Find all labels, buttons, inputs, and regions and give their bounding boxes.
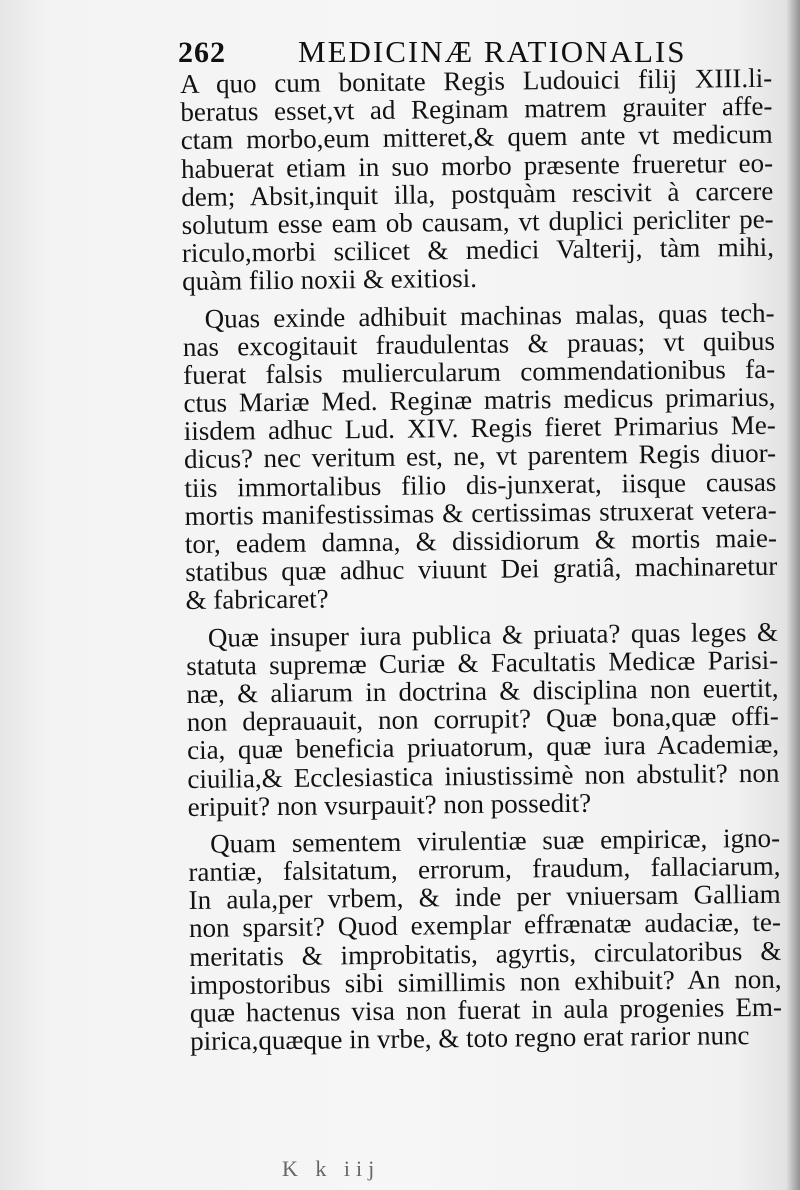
text-line: næ, & aliarum in doctrina & disciplina non euertit, [186, 672, 779, 709]
text-line: dem; Absit,inquit illa, postquàm rescivit à carcere [181, 175, 774, 212]
text-line: statuta supremæ Curiæ & Facultatis Medicæ Parisi- [186, 644, 779, 681]
text-line: ctus Mariæ Med. Reginæ matris medicus primarius, [183, 381, 776, 419]
paragraph [188, 824, 782, 1056]
text-line: quæ hactenus visa non fuerat in aula progenies Em- [189, 991, 782, 1028]
text-line: beratus esset,vt ad Reginam matrem grauiter affe- [180, 90, 773, 128]
text-line: Quas exinde adhibuit machinas malas, quas tech- [204, 297, 775, 334]
text-line: pirica,quæque in vrbe, & toto regno erat rarior nunc [190, 1020, 750, 1057]
paragraph [182, 298, 777, 614]
text-line: impostoribus sibi simillimis non exhibuit? An non, [189, 963, 782, 1000]
paragraph [180, 64, 774, 296]
text-line: In aula,per vrbem, & inde per vniuersam Galliam [188, 879, 781, 916]
text-line: A quo cum bonitate Regis Ludouici filij XIII.li- [179, 62, 773, 99]
text-line: non deprauauit, non corrupit? Quæ bona,quæ offi- [186, 700, 779, 738]
text-line: iisdem adhuc Lud. XIV. Regis fieret Primarius Me- [183, 410, 776, 447]
body-text [180, 64, 782, 1056]
text-line: rantiæ, falsitatum, errorum, fraudum, fallaciarum, [188, 850, 781, 888]
text-line: quàm filio noxii & exitiosi. [182, 263, 478, 297]
text-line: cia, quæ beneficia priuatorum, quæ iura Academiæ, [186, 729, 780, 766]
running-title: MEDICINÆ RATIONALIS [298, 34, 687, 69]
paragraph [186, 617, 780, 821]
text-line: ctam morbo,eum mitteret,& quem ante vt medicum [180, 119, 773, 156]
text-line: nas excogitauit fraudulentas & prauas; vt quibus [182, 325, 776, 362]
text-line: dicus? nec veritum est, ne, vt parentem Regis diuor- [183, 438, 777, 475]
text-line: habuerat etiam in suo morbo præsente frueretur eo- [180, 147, 774, 184]
text-line: ciuilia,& Ecclesiastica iniustissimè non abstulit? non [187, 757, 780, 794]
text-line: statibus quæ adhuc viuunt Dei gratiâ, machinaretur [185, 550, 778, 588]
binding-shadow [786, 0, 800, 1190]
text-line: fuerat falsis muliercularum commendationibus fa- [183, 353, 776, 390]
text-line: tor, eadem damna, & dissidiorum & mortis maie- [184, 522, 778, 559]
text-line: mortis manifestissimas & certissimas struxerat vetera- [184, 494, 777, 531]
text-line: meritatis & improbitatis, agyrtis, circulatoribus & [189, 935, 782, 972]
text-line: Quam sementem virulentiæ suæ empiricæ, igno- [209, 822, 781, 859]
text-line: non sparsit? Quod exemplar effrænatæ audaciæ, te- [188, 907, 782, 944]
text-line: Quæ insuper iura publica & priuata? quas leges & [207, 616, 779, 653]
page-number: 262 [178, 36, 226, 69]
text-line: eripuit? non vsurpauit? non possedit? [187, 787, 592, 822]
text-line: tiis immortalibus filio dis-junxerat, iisque causas [184, 466, 777, 503]
text-line: & fabricaret? [185, 583, 329, 616]
catchword: K k iij [282, 1156, 381, 1181]
text-line: solutum esse eam ob causam, vt duplici pericliter pe- [181, 203, 774, 240]
text-line: riculo,morbi scilicet & medici Valterij, tàm mihi, [181, 231, 775, 269]
